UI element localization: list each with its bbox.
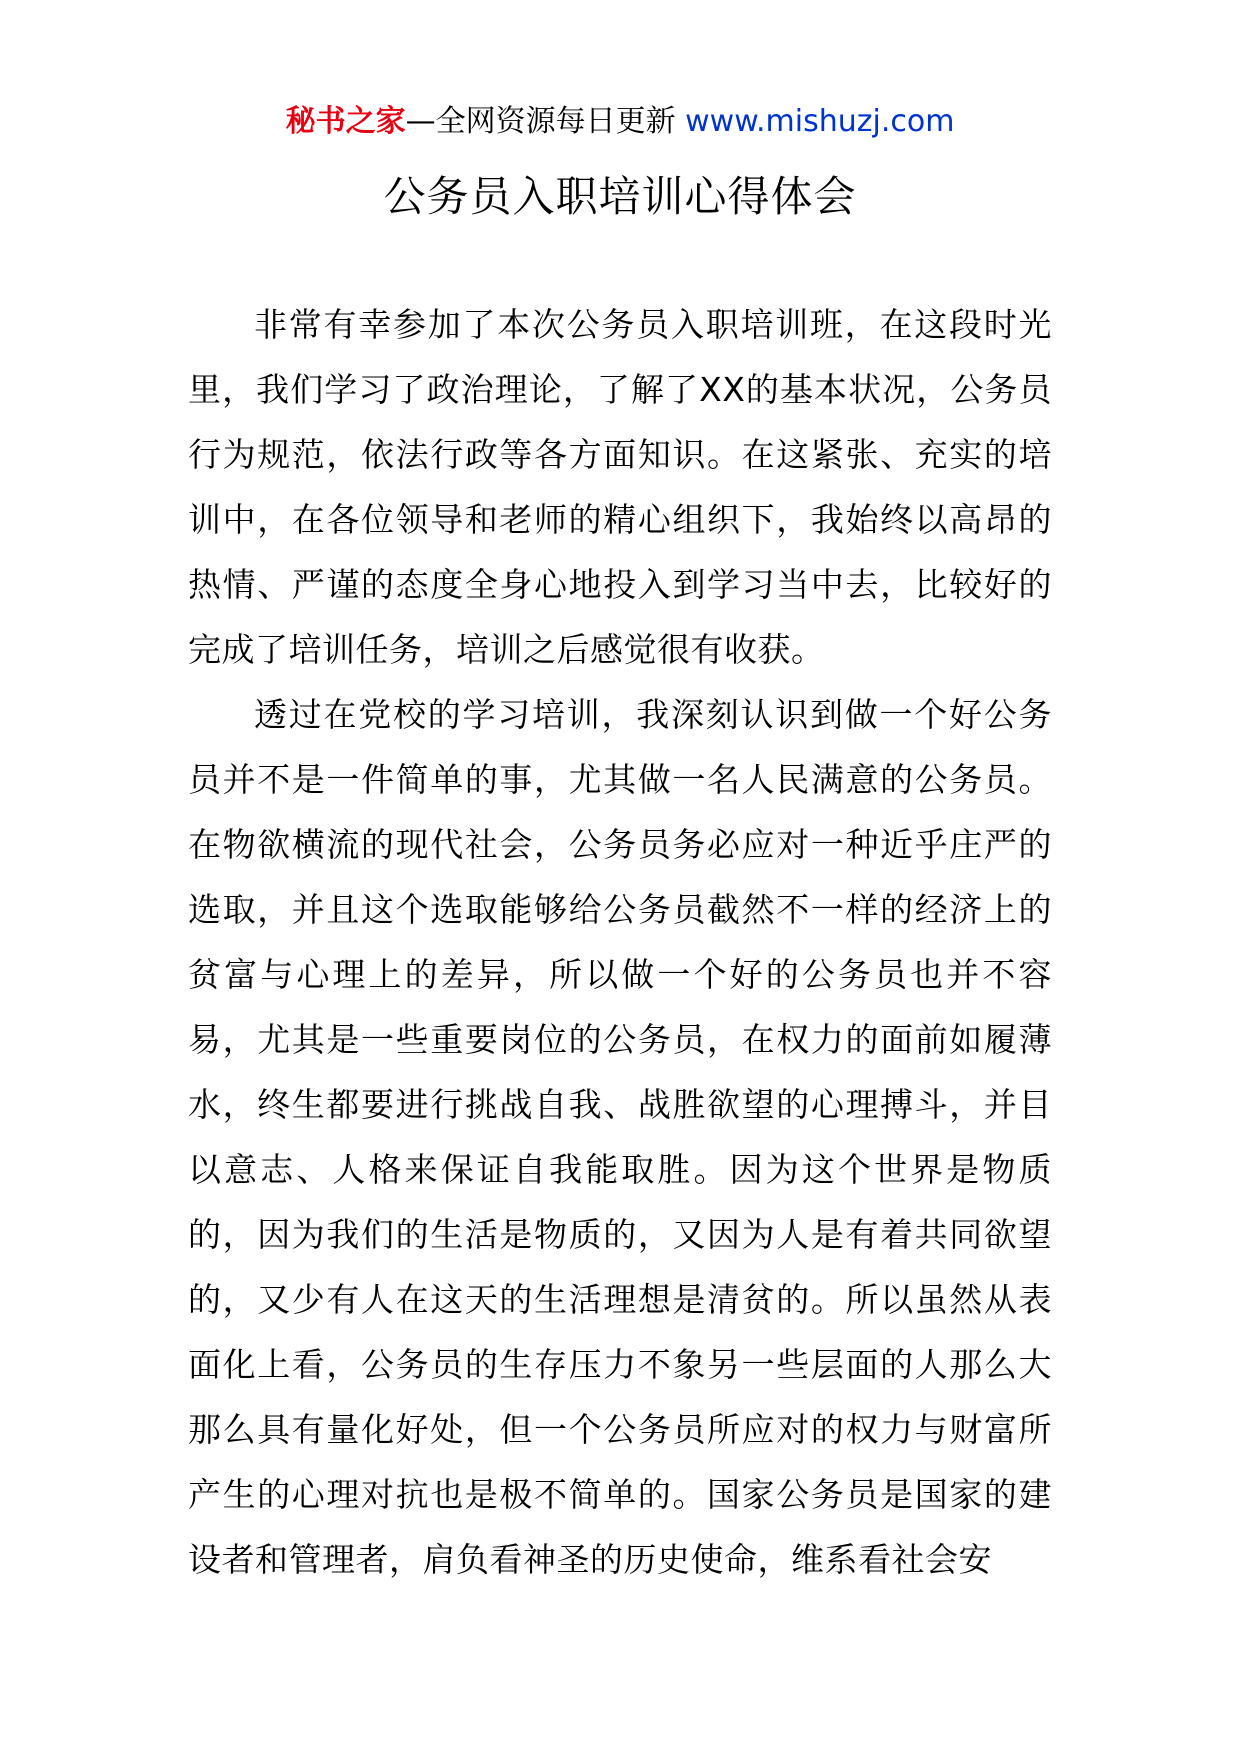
document-body	[188, 292, 1052, 1592]
paragraph-2: 透过在党校的学习培训，我深刻认识到做一个好公务员并不是一件简单的事，尤其做一名人民满意的公务员。在物欲横流的现代社会，公务员务必应对一种近乎庄严的选取，并且这个选取能够给公务员截然不一样的经济上的贫富与心理上的差异，所以做一个好的公务员也并不容易，尤其是一些重要岗位的公务员，在权力的面前如履薄水，终生都要进行挑战自我、战胜欲望的心理搏斗，并目以意志、人格来保证自我能取胜。因为这个世界是物质的，因为我们的生活是物质的，又因为人是有着共同欲望的，又少有人在这天的生活理想是清贫的。所以虽然从表面化上看，公务员的生存压力不象另一些层面的人那么大那么具有量化好处，但一个公务员所应对的权力与财富所产生的心理对抗也是极不简单的。国家公务员是国家的建设者和管理者，肩负看神圣的历史使命，维系看社会安	[188, 695, 1052, 1579]
site-banner	[0, 100, 1240, 144]
paragraph-1: 非常有幸参加了本次公务员入职培训班，在这段时光里，我们学习了政治理论，了解了XX的基本状况，公务员行为规范，依法行政等各方面知识。在这紧张、充实的培训中，在各位领导和老师的精心组织下，我始终以高昂的热情、严谨的态度全身心地投入到学习当中去，比较好的完成了培训任务，培训之后感觉很有收获。	[188, 305, 1052, 669]
brand-name: 秘书之家	[285, 104, 406, 139]
site-url[interactable]: www.mishuzj.com	[685, 104, 955, 139]
document-title: 公务员入职培训心得体会	[383, 172, 857, 221]
banner-slogan: —全网资源每日更新	[405, 104, 686, 139]
